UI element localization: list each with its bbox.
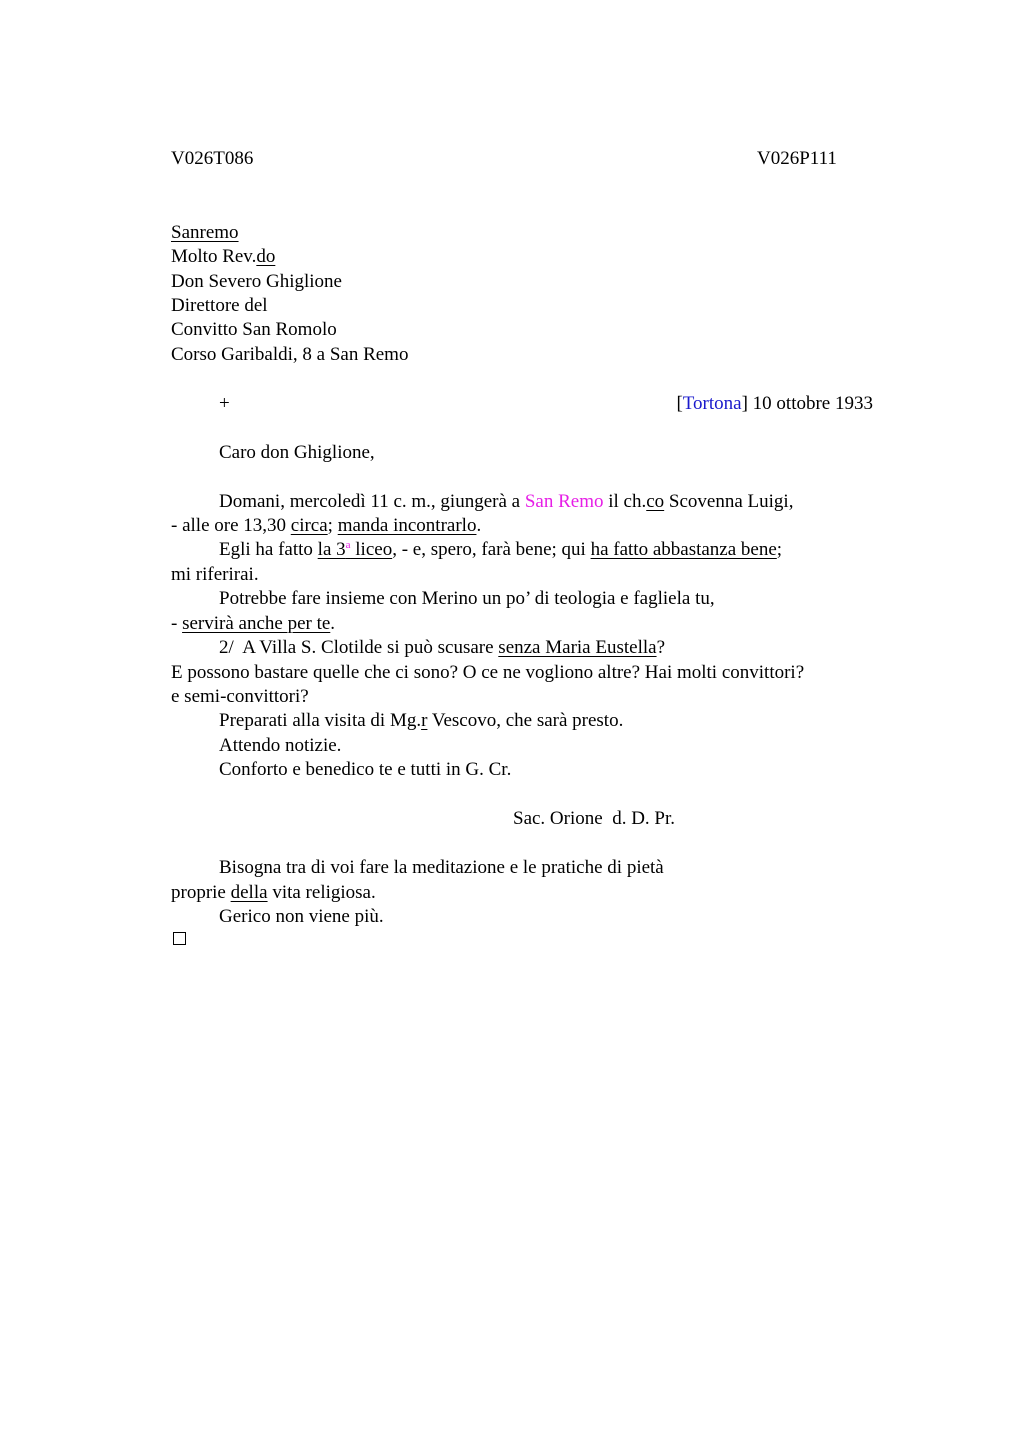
body-line: [171, 612, 335, 636]
text-run: Scovenna Luigi,: [664, 491, 794, 512]
body-line: [219, 636, 665, 660]
text-run: vita religiosa.: [267, 882, 376, 903]
underlined-senza-maria-eustella: senza Maria Eustella: [498, 637, 657, 658]
text-run: Preparati alla visita di Mg.: [219, 710, 422, 731]
text-run: , - e, spero, farà bene; qui: [392, 539, 591, 560]
postscript-line: Gerico non viene più.: [219, 906, 384, 927]
text-run: - alle ore 13,30: [171, 515, 291, 536]
underlined-manda-incontrarlo: manda incontrarlo: [337, 515, 477, 536]
text-run: Vescovo, che sarà presto.: [427, 710, 624, 731]
text-run: Egli ha fatto: [219, 539, 318, 560]
end-box-icon: [173, 932, 186, 945]
abbrev-r: r: [421, 710, 428, 731]
dateline: [676, 392, 873, 416]
document-code-right: V026P111: [757, 148, 837, 169]
postscript-line: [171, 881, 376, 905]
signature: Sac. Orione d. D. Pr.: [513, 808, 676, 829]
text-run: .: [476, 515, 482, 536]
cross-mark: +: [219, 393, 230, 414]
body-line: Conforto e benedico te e tutti in G. Cr.: [219, 759, 512, 780]
underlined-servira: servirà anche per te: [182, 613, 331, 634]
text-run: ;: [776, 539, 783, 560]
body-line: Potrebbe fare insieme con Merino un po’ di teologia e fagliela tu,: [219, 588, 715, 609]
dateline-place: Tortona: [682, 393, 742, 414]
body-line: [219, 709, 623, 733]
text-run: .: [330, 613, 336, 634]
abbrev-co: co: [646, 491, 665, 512]
postscript-line: Bisogna tra di voi fare la meditazione e le pratiche di pietà: [219, 857, 664, 878]
underlined-della: della: [230, 882, 268, 903]
address-role: Direttore del: [171, 295, 268, 316]
ordinal-superscript: a: [345, 539, 351, 551]
body-line: [171, 514, 481, 538]
text-run: liceo: [350, 539, 393, 560]
document-code-left: V026T086: [171, 148, 254, 169]
text-run: Domani, mercoledì 11 c. m., giungerà a: [219, 491, 525, 512]
address-institution: Convitto San Romolo: [171, 319, 337, 340]
salutation-abbrev: do: [256, 246, 276, 267]
underlined-circa: circa: [290, 515, 328, 536]
address-street: Corso Garibaldi, 8 a San Remo: [171, 344, 409, 365]
underlined-la-3a-liceo: [318, 539, 393, 560]
text-run: ;: [327, 515, 338, 536]
greeting: Caro don Ghiglione,: [219, 442, 375, 463]
body-line: [219, 538, 782, 562]
address-salutation: [171, 245, 275, 269]
address-name: Don Severo Ghiglione: [171, 271, 342, 292]
bracket-open: [: [676, 393, 683, 414]
text-run: il ch.: [603, 491, 647, 512]
dateline-date: ] 10 ottobre 1933: [741, 393, 873, 414]
underlined-abbastanza-bene: ha fatto abbastanza bene: [590, 539, 777, 560]
text-run: la 3: [317, 539, 346, 560]
text-run: 2/ A Villa S. Clotilde si può scusare: [219, 637, 499, 658]
body-line: mi riferirai.: [171, 564, 259, 585]
body-line: e semi-convittori?: [171, 686, 309, 707]
body-line: Attendo notizie.: [219, 735, 342, 756]
text-run: proprie: [171, 882, 231, 903]
text-run: ?: [656, 637, 665, 658]
address-place: Sanremo: [171, 222, 239, 243]
body-line: [219, 490, 793, 514]
salutation-text: Molto Rev.: [171, 246, 257, 267]
body-line: E possono bastare quelle che ci sono? O ce ne vogliono altre? Hai molti convittori?: [171, 662, 805, 683]
text-run: -: [171, 613, 183, 634]
place-name-san-remo: San Remo: [524, 491, 604, 512]
